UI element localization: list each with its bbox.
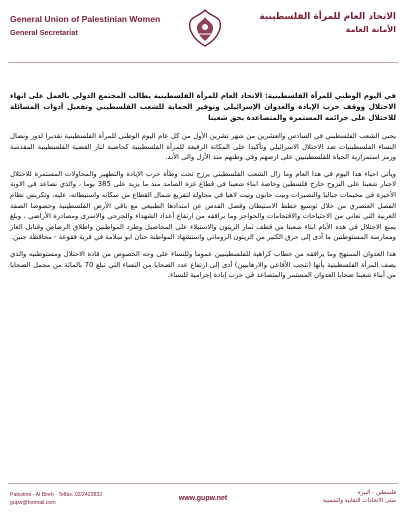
statement-paragraph: هذا العدوان الممنهج وما يرافقه من خطاب كراهية للفلسطينيين عموما وللنساء على وجه الخصوص من قادة الاحتلال ومستوطنيه والذي يصف المرأة الفلسطينية بأنها (تنجب الأفاعي والارهابيين) أدى إلى ارتفاع عدد الضحايا من النساء التي تبلغ 70 بالمائة من مجمل الضحايا من أبناء شعبنا ضحايا العدوان المستمر والمتصاعد في حرب إبادة إجرامية للنساء. — [10, 249, 397, 280]
footer-email[interactable]: gupw@hotmail.com — [10, 500, 56, 506]
header-arabic — [246, 12, 396, 34]
footer-address-ar: فلسطين - البيرة — [357, 490, 396, 496]
statement-paragraph: ويأتي احياء هذا اليوم في هذا العام وما زال الشعب الفلسطيني يرزح تحت وطأة حرب الإبادة والتطهير والمحاولات المستمرة للاحتلال لاجبار شعبنا على النزوح خارج فلسطين وخاصة ابناء شعبنا في قطاع غزة الصامد منذ ما يزيد على 385 يوما ، والذي تصاعد في الاونة الأخيرة في مخيمات جباليا والنصيرات وبيت حانون وبيت لاهيا في محاولة لتفريغ شمال القطاع من سكانه واستيطانه، عليه، وتكريس نظام الفصل العنصري من خلال توسيع خطط الاستيطان وفصل القدس عن امتدادها الطبيعي مع باقي الأرض الفلسطينية وخصوصا الضفة الغربية التي تعاني من الاجتياحات والاقتحامات والحواجز وما يرافقه من ارتفاع أعداد الشهداء والجرحى والاسرى ومصادرة الأراضي ، وبلغ يمنع الاحتلال في هذه الأيام ابناء شعبنا من قطف ثمار الزيتون والاستيلاء على المحاصيل وطرد المواطنين واطلاق الرصاص وقنابل الغاز وممارسة المستوطنين ما أدى إلى حرق الكثير من الزيتون الروماني واستشهاد المواطنة حنان ابو سلامة في قرية فقوعة - محافظة جنين. — [10, 169, 396, 242]
header-divider — [8, 62, 398, 63]
footer-address-en: Palestine - Al Bireh - Telfax: 02/2423832 — [10, 492, 103, 498]
footer-contact-ar — [296, 489, 396, 505]
footer-website[interactable]: www.gupw.net — [178, 495, 228, 502]
letterhead-footer — [0, 483, 406, 521]
statement-body — [10, 90, 396, 281]
secretariat-en: General Secretariat — [10, 28, 78, 37]
secretariat-ar: الأمانة العامة — [345, 25, 396, 34]
footer-divider — [8, 483, 398, 484]
letterhead-header — [0, 0, 406, 62]
statement-paragraph: يحيي الشعب الفلسطيني في السادس والعشرين من شهر تشرين الأول من كل عام اليوم الوطني للمرأة الفلسطينية تقديرا لدور ونضال النساء الفلسطينيات ضد الاحتلال الاسرائيلي وتأكيدا على المكانة الرفيعة للمرأة الفلسطينية كحاضنة لنار القضية الفلسطينية المقدسة ورمز استمرارية الحياة للفلسطينيين على ارضهم وفي وطنهم منذ الأزل والى الأبد. — [10, 132, 396, 162]
org-name-ar: الاتحاد العام للمرأة الفلسطينية — [259, 12, 396, 22]
org-name-en: General Union of Palestinian Women — [10, 14, 161, 24]
header-english — [10, 14, 180, 37]
footer-building-ar: مبنى الاتحادات النقابية والشعبية — [322, 498, 396, 504]
footer-contact-en — [10, 491, 102, 507]
union-emblem-logo — [186, 8, 224, 48]
statement-headline: في اليوم الوطني للمرأة الفلسطينية: الاتحاد العام للمرأة الفلسطينية يطالب المجتمع الدولي بالعمل على انهاء الاحتلال ووقف حرب الإبادة والعدوان الإسرائيلي وتوفير الحماية للشعب الفلسطيني وتفعيل أدوات المسائلة للاحتلال على جرائمه المستمرة والمتصاعدة بحق شعبنا — [10, 91, 396, 122]
